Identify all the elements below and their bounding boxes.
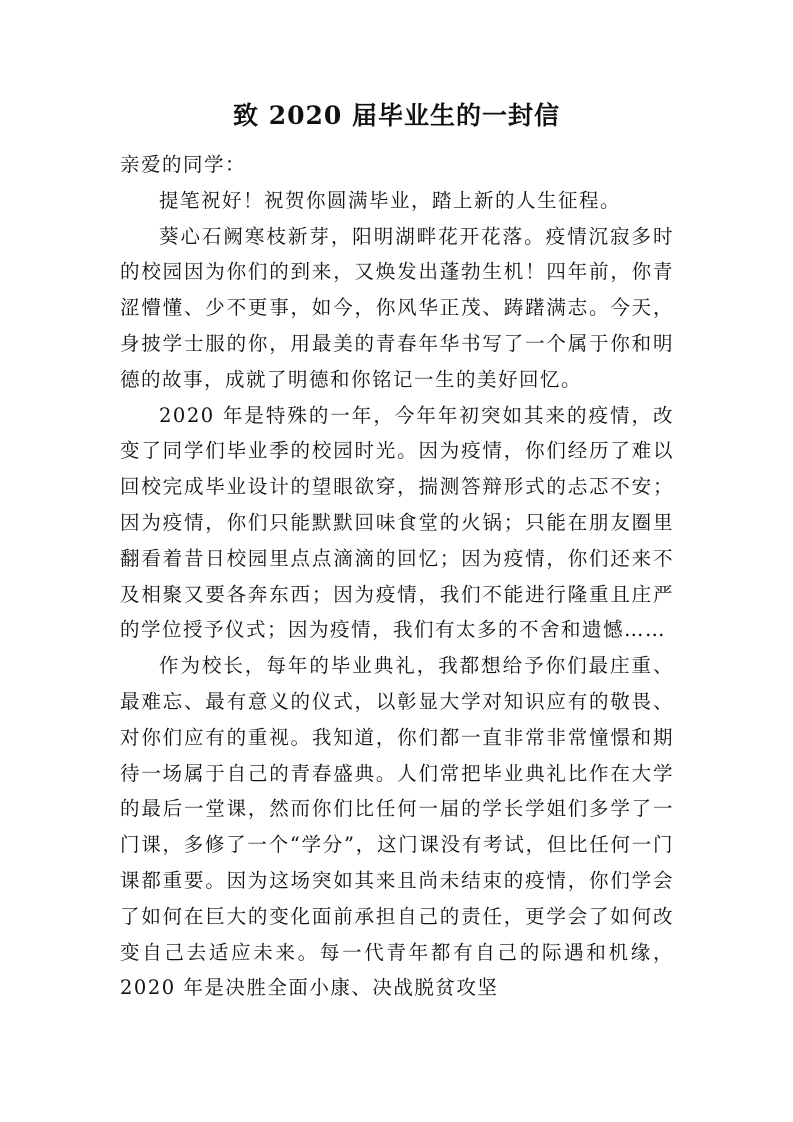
paragraph-campus: 葵心石阙寒枝新芽，阳明湖畔花开花落。疫情沉寂多时的校园因为你们的到来，又焕发出蓬勃生机！四年前，你青涩懵懂、少不更事，如今，你风华正茂、踌躇满志。今天，身披学士服的你，用最美的青春年华书写了一个属于你和明德的故事，成就了明德和你铭记一生的美好回忆。: [120, 224, 674, 391]
letter-salutation: 亲爱的同学：: [120, 153, 247, 176]
letter-body: [120, 147, 674, 1006]
letter-title: 致 2020 届毕业生的一封信: [233, 101, 560, 130]
paragraph-greeting: 提笔祝好！祝贺你圆满毕业，踏上新的人生征程。: [159, 188, 622, 212]
paragraph-pandemic: 2020 年是特殊的一年，今年年初突如其来的疫情，改变了同学们毕业季的校园时光。因为疫情，你们经历了难以回校完成毕业设计的望眼欲穿，揣测答辩形式的忐忑不安；因为疫情，你们只能默默回味食堂的火锅；只能在朋友圈里翻看着昔日校园里点点滴滴的回忆；因为疫情，你们还来不及相聚又要各奔东西；因为疫情，我们不能进行隆重且庄严的学位授予仪式；因为疫情，我们有太多的不舍和遗憾……: [120, 403, 674, 642]
paragraph-principal: 作为校长，每年的毕业典礼，我都想给予你们最庄重、最难忘、最有意义的仪式，以彰显大学对知识应有的敬畏、对你们应有的重视。我知道，你们都一直非常非常憧憬和期待一场属于自己的青春盛典。人们常把毕业典礼比作在大学的最后一堂课，然而你们比任何一届的学长学姐们多学了一门课，多修了一个“学分”，这门课没有考试，但比任何一门课都重要。因为这场突如其来且尚未结束的疫情，你们学会了如何在巨大的变化面前承担自己的责任，更学会了如何改变自己去适应未来。每一代青年都有自己的际遇和机缘，2020 年是决胜全面小康、决战脱贫攻坚: [120, 654, 674, 1000]
